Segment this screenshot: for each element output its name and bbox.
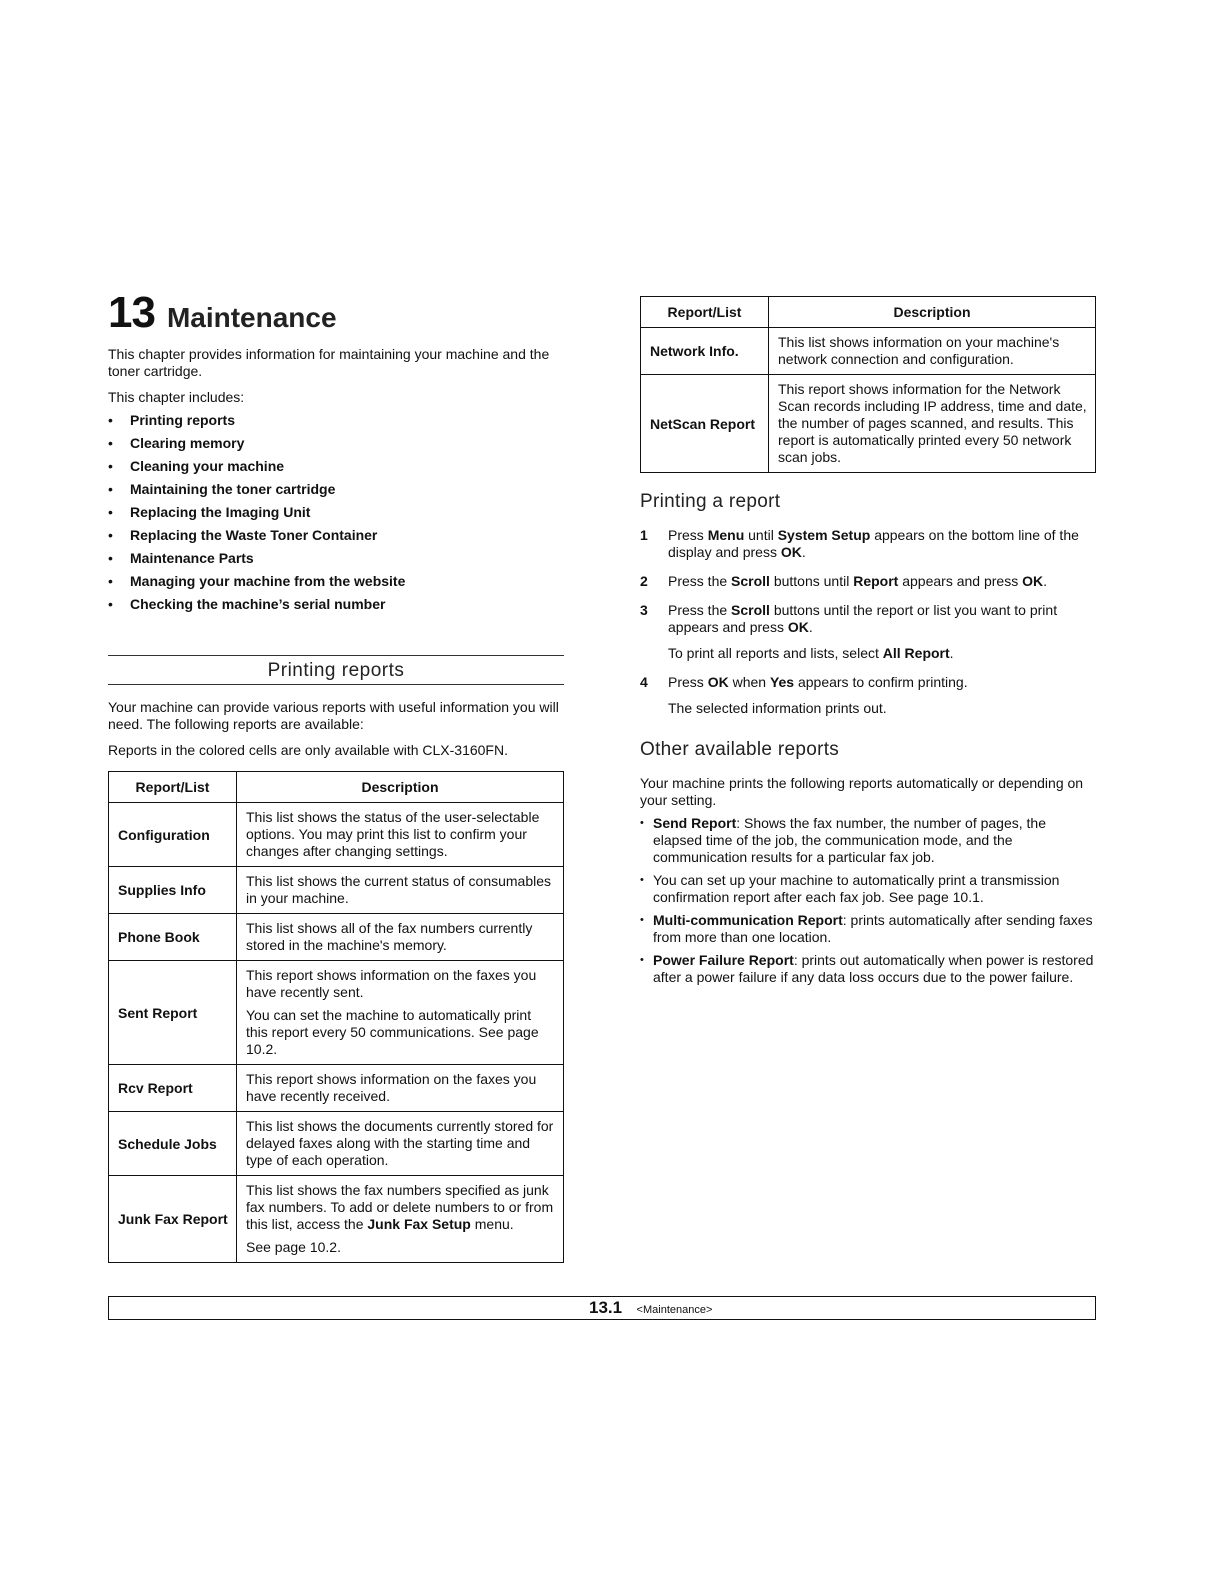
table-row <box>109 914 564 961</box>
step-text: . <box>801 544 806 560</box>
report-description: This report shows information on the faxes you have recently received. <box>237 1065 564 1112</box>
menu-name: All Report <box>882 645 950 661</box>
network-reports-table <box>640 296 1096 473</box>
step-item <box>640 602 1096 662</box>
table-row <box>109 1176 564 1263</box>
report-description <box>237 961 564 1065</box>
report-description: This list shows information on your machine's network connection and configuration. <box>769 328 1096 375</box>
step-text: until <box>744 527 778 543</box>
footer-content <box>589 1298 712 1318</box>
page-number: 13.1 <box>589 1298 623 1317</box>
step-number: 4 <box>640 674 648 690</box>
includes-item: • Checking the machine’s serial number <box>108 596 564 619</box>
step-text: appears to confirm printing. <box>794 674 968 690</box>
other-reports-intro: Your machine prints the following reports automatically or depending on your setting. <box>640 775 1084 808</box>
includes-label: This chapter includes: <box>108 389 245 405</box>
table-header-row <box>641 297 1096 328</box>
steps-list <box>640 527 1096 717</box>
right-column <box>640 296 1096 992</box>
step-number: 3 <box>640 602 648 618</box>
report-description <box>237 1176 564 1263</box>
table-row <box>109 803 564 867</box>
report-name: Rcv Report <box>109 1065 237 1112</box>
report-name: NetScan Report <box>641 375 769 473</box>
step-text: Press the <box>668 573 732 589</box>
description-paragraph: See page 10.2. <box>246 1239 341 1255</box>
item-text: : Shows the fax number, the number of pages, the elapsed time of the job, the communication mode, and the communication results for a particular fax job. <box>653 815 1046 865</box>
printing-reports-intro: Your machine can provide various reports with useful information you will need. The following reports are available: <box>108 699 559 732</box>
step-text: Press <box>668 527 708 543</box>
button-name: Menu <box>707 527 745 543</box>
table-header-row <box>109 772 564 803</box>
chapter-heading <box>108 288 564 340</box>
report-description: This list shows all of the fax numbers currently stored in the machine's memory. <box>237 914 564 961</box>
step-text: Press the <box>668 602 732 618</box>
includes-item: • Printing reports <box>108 412 564 435</box>
button-name: OK <box>707 674 729 690</box>
report-name: Network Info. <box>641 328 769 375</box>
report-name: Junk Fax Report <box>109 1176 237 1263</box>
list-item <box>640 952 1096 986</box>
list-item <box>640 912 1096 946</box>
report-name: Power Failure Report <box>653 952 794 968</box>
table-row <box>641 328 1096 375</box>
step-text: . <box>1043 573 1047 589</box>
step-text: buttons until <box>769 573 854 589</box>
step-number: 1 <box>640 527 648 543</box>
button-name: Scroll <box>731 573 770 589</box>
chapter-title: Maintenance <box>166 302 337 333</box>
report-name: Sent Report <box>109 961 237 1065</box>
table-row <box>641 375 1096 473</box>
other-reports-list <box>640 815 1096 986</box>
report-description: This report shows information for the Network Scan records including IP address, time and date, the number of pages scanned, and results. This report is automatically printed every 50 network scan jobs. <box>769 375 1096 473</box>
step-text: when <box>728 674 770 690</box>
chapter-intro: This chapter provides information for maintaining your machine and the toner cartridge. <box>108 346 550 379</box>
step-note <box>668 645 1096 662</box>
page-footer <box>108 1296 1096 1320</box>
other-reports-heading: Other available reports <box>640 739 840 760</box>
button-name: OK <box>1022 573 1044 589</box>
step-item <box>640 527 1096 561</box>
note-text: . <box>949 645 954 661</box>
printing-reports-note: Reports in the colored cells are only available with CLX-3160FN. <box>108 742 508 758</box>
includes-item: • Replacing the Imaging Unit <box>108 504 564 527</box>
includes-list <box>108 412 564 619</box>
step-text: . <box>808 619 813 635</box>
description-paragraph: This report shows information on the faxes you have recently sent. <box>246 967 537 1000</box>
step-text: Press <box>668 674 708 690</box>
includes-item: • Clearing memory <box>108 435 564 458</box>
report-description: This list shows the documents currently stored for delayed faxes along with the starting time and type of each operation. <box>237 1112 564 1176</box>
printing-a-report-heading: Printing a report <box>640 491 781 512</box>
step-number: 2 <box>640 573 648 589</box>
section-header-printing-reports <box>108 655 564 685</box>
report-name: Supplies Info <box>109 867 237 914</box>
column-header-report: Report/List <box>641 297 769 328</box>
list-item <box>640 872 1096 906</box>
menu-name: Yes <box>769 674 795 690</box>
section-rule-bottom <box>108 684 564 685</box>
button-name: Scroll <box>731 602 770 618</box>
step-text: appears on the bottom line of the display and press <box>668 527 1079 560</box>
report-name: Configuration <box>109 803 237 867</box>
left-column <box>108 288 564 1263</box>
button-name: OK <box>787 619 809 635</box>
footer-label: <Maintenance> <box>636 1304 713 1316</box>
step-text: appears and press <box>898 573 1023 589</box>
step-text: buttons until the report or list you want to print appears and press <box>668 602 1058 635</box>
step-note: The selected information prints out. <box>668 700 887 716</box>
chapter-number: 13 <box>108 288 155 337</box>
section-rule-top <box>108 655 564 656</box>
includes-item: • Replacing the Waste Toner Container <box>108 527 564 550</box>
menu-name: Report <box>853 573 899 589</box>
report-name: Send Report <box>653 815 737 831</box>
report-name: Multi-communication Report <box>653 912 843 928</box>
step-item <box>640 573 1096 590</box>
report-description: This list shows the current status of consumables in your machine. <box>237 867 564 914</box>
column-header-report: Report/List <box>109 772 237 803</box>
list-item <box>640 815 1096 866</box>
includes-item: • Maintenance Parts <box>108 550 564 573</box>
column-header-description: Description <box>237 772 564 803</box>
report-description: This list shows the status of the user-selectable options. You may print this list to confirm your changes after changing settings. <box>237 803 564 867</box>
includes-item: • Cleaning your machine <box>108 458 564 481</box>
includes-item: • Managing your machine from the website <box>108 573 564 596</box>
note-text: To print all reports and lists, select <box>668 645 883 661</box>
includes-item: • Maintaining the toner cartridge <box>108 481 564 504</box>
description-paragraph: You can set the machine to automatically print this report every 50 communications. See page 10.2. <box>246 1007 539 1057</box>
menu-name: Junk Fax Setup <box>367 1216 471 1232</box>
column-header-description: Description <box>769 297 1096 328</box>
item-text: You can set up your machine to automatically print a transmission confirmation report after each fax job. See page 10.1. <box>653 872 1060 905</box>
table-row <box>109 867 564 914</box>
description-paragraph <box>246 1182 555 1233</box>
table-row <box>109 961 564 1065</box>
table-row <box>109 1112 564 1176</box>
item-text: : prints out automatically when power is restored after a power failure if any data loss occurs due to the power failure. <box>653 952 1094 985</box>
report-name: Schedule Jobs <box>109 1112 237 1176</box>
step-item <box>640 674 1096 717</box>
description-text: This list shows the fax numbers specified as junk fax numbers. To add or delete numbers to or from this list, access the <box>246 1182 554 1232</box>
reports-table <box>108 771 564 1263</box>
description-text: menu. <box>470 1216 514 1232</box>
item-text: : prints automatically after sending faxes from more than one location. <box>653 912 1093 945</box>
report-name: Phone Book <box>109 914 237 961</box>
table-row <box>109 1065 564 1112</box>
button-name: OK <box>780 544 802 560</box>
section-title: Printing reports <box>267 660 405 681</box>
menu-name: System Setup <box>777 527 871 543</box>
